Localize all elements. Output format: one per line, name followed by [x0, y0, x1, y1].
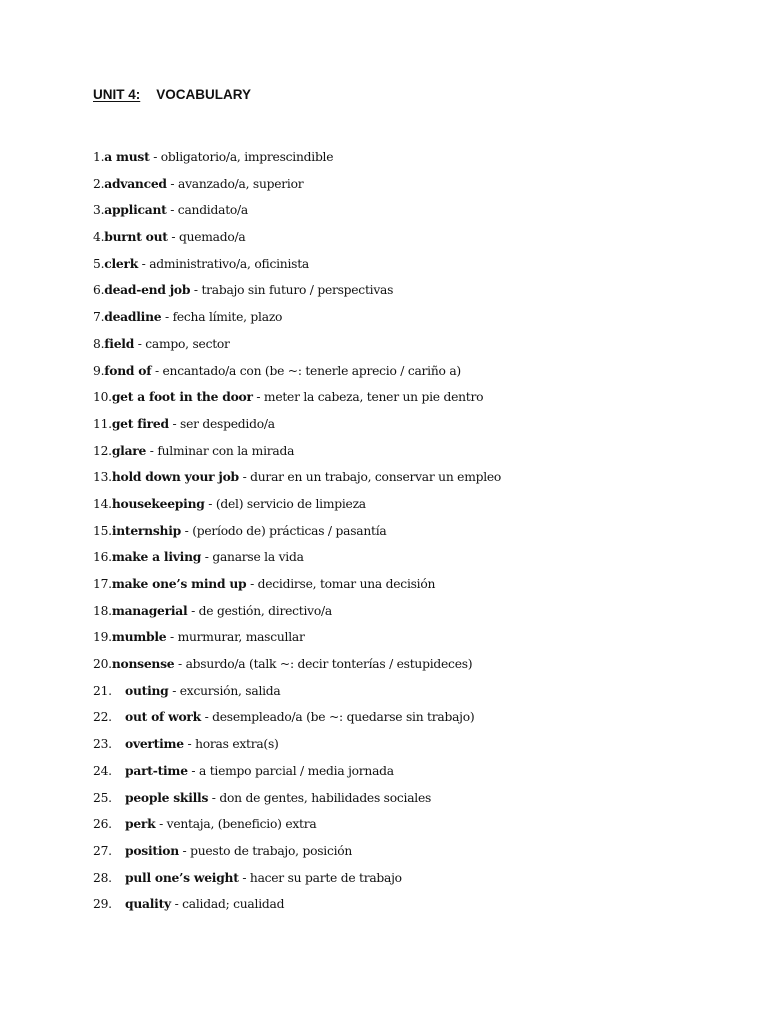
item-number: 21. [93, 683, 112, 698]
item-number: 29. [93, 897, 112, 912]
vocab-definition: - encantado/a con (be ~: tenerle aprecio / cariño a) [151, 363, 461, 378]
vocab-term: outing [125, 682, 169, 698]
item-number: 23. [93, 737, 112, 752]
vocab-term: make a living [111, 549, 202, 565]
vocab-item [93, 841, 733, 868]
vocab-item [93, 521, 733, 548]
vocab-definition: - desempleado/a (be ~: quedarse sin trabajo) [200, 710, 475, 725]
item-number: 18. [93, 603, 112, 618]
vocab-term: quality [125, 896, 171, 912]
vocab-definition: - campo, sector [134, 336, 230, 351]
vocab-definition: - trabajo sin futuro / perspectivas [190, 283, 394, 298]
vocab-definition: - meter la cabeza, tener un pie dentro [252, 390, 484, 405]
item-number: 28. [93, 870, 112, 885]
vocab-term: internship [111, 522, 181, 538]
vocab-term: field [104, 335, 135, 351]
vocab-definition: - horas extra(s) [183, 737, 279, 752]
vocab-term: out of work [125, 709, 201, 725]
vocab-definition: - ser despedido/a [168, 416, 275, 431]
vocab-definition: - don de gentes, habilidades sociales [208, 790, 432, 805]
vocab-definition: - murmurar, mascullar [166, 630, 305, 645]
vocab-item [93, 200, 733, 227]
vocab-definition: - calidad; cualidad [170, 897, 285, 912]
item-number: 24. [93, 763, 112, 778]
vocab-definition: - de gestión, directivo/a [187, 603, 332, 618]
vocab-item [93, 174, 733, 201]
vocab-definition: - quemado/a [167, 230, 246, 245]
vocab-item [93, 147, 733, 174]
vocab-definition: - a tiempo parcial / media jornada [187, 763, 394, 778]
vocab-definition: - hacer su parte de trabajo [238, 870, 402, 885]
vocab-term: deadline [104, 309, 162, 325]
item-number: 20. [93, 657, 112, 672]
vocab-item [93, 788, 733, 815]
vocab-item [93, 494, 733, 521]
vocab-definition: - fulminar con la mirada [146, 443, 295, 458]
vocab-definition: - administrativo/a, oficinista [137, 256, 309, 271]
vocab-item [93, 868, 733, 895]
vocab-item [93, 307, 733, 334]
item-number: 27. [93, 843, 112, 858]
vocab-definition: - decidirse, tomar una decisión [246, 577, 436, 591]
vocab-definition: - absurdo/a (talk ~: decir tonterías / estupideces) [174, 657, 473, 672]
vocab-term: make one’s mind up [111, 576, 247, 591]
item-number: 25. [93, 790, 112, 805]
vocab-term: mumble [111, 629, 167, 645]
vocab-definition: - (del) servicio de limpieza [204, 496, 366, 511]
vocab-definition: - avanzado/a, superior [166, 176, 304, 191]
item-number: 2. [93, 176, 105, 191]
vocab-term: managerial [111, 602, 188, 618]
vocab-item [93, 227, 733, 254]
item-number: 26. [93, 817, 112, 832]
vocab-item [93, 654, 733, 681]
vocab-term: housekeeping [111, 495, 205, 511]
vocab-item [93, 387, 733, 414]
vocab-term: get fired [111, 415, 169, 431]
vocab-item [93, 734, 733, 761]
item-number: 1. [93, 150, 105, 164]
vocab-item [93, 894, 733, 921]
vocab-item [93, 254, 733, 281]
vocab-item [93, 814, 733, 841]
page-title: VOCABULARY [156, 87, 252, 102]
vocabulary-list [93, 147, 733, 921]
vocab-definition: - durar en un trabajo, conservar un empleo [238, 470, 502, 485]
vocab-item [93, 574, 733, 601]
item-number: 5. [93, 256, 105, 271]
vocab-item [93, 467, 733, 494]
vocab-definition: - obligatorio/a, imprescindible [149, 150, 334, 164]
item-number: 10. [93, 390, 112, 405]
item-number: 16. [93, 550, 112, 565]
vocab-term: people skills [125, 789, 209, 805]
vocab-item [93, 601, 733, 628]
item-number: 19. [93, 630, 112, 645]
vocab-item [93, 414, 733, 441]
vocab-term: advanced [104, 175, 167, 191]
vocab-item [93, 441, 733, 468]
vocab-item [93, 707, 733, 734]
vocab-definition: - fecha límite, plazo [161, 310, 283, 325]
vocab-term: nonsense [111, 656, 175, 672]
vocab-item [93, 627, 733, 654]
vocab-item [93, 761, 733, 788]
vocab-term: perk [125, 816, 156, 832]
vocab-term: dead-end job [104, 282, 191, 298]
vocab-item [93, 547, 733, 574]
item-number: 13. [93, 470, 112, 485]
item-number: 15. [93, 523, 112, 538]
vocab-definition: - puesto de trabajo, posición [178, 843, 353, 858]
page-heading [93, 87, 251, 102]
vocab-item [93, 361, 733, 388]
vocab-term: pull one’s weight [125, 869, 239, 885]
vocab-term: overtime [125, 736, 184, 752]
vocab-definition: - candidato/a [166, 203, 249, 218]
vocab-definition: - ventaja, (beneficio) extra [155, 817, 317, 832]
vocab-term: burnt out [104, 229, 168, 245]
vocab-definition: - excursión, salida [168, 683, 281, 698]
vocab-item [93, 280, 733, 307]
item-number: 3. [93, 203, 105, 218]
item-number: 11. [93, 416, 112, 431]
item-number: 14. [93, 496, 112, 511]
vocab-item [93, 681, 733, 708]
vocab-term: hold down your job [111, 469, 239, 485]
item-number: 8. [93, 336, 105, 351]
item-number: 9. [93, 363, 105, 378]
item-number: 4. [93, 230, 105, 245]
vocab-term: position [125, 842, 179, 858]
vocab-definition: - (período de) prácticas / pasantía [180, 523, 387, 538]
vocab-term: a must [104, 149, 150, 164]
vocab-term: fond of [104, 362, 152, 378]
item-number: 12. [93, 443, 112, 458]
item-number: 6. [93, 283, 105, 298]
vocab-term: get a foot in the door [111, 389, 253, 405]
unit-label: UNIT 4: [93, 87, 141, 102]
item-number: 7. [93, 310, 105, 325]
item-number: 22. [93, 710, 112, 725]
vocab-item [93, 334, 733, 361]
vocab-definition: - ganarse la vida [201, 550, 304, 565]
vocab-term: glare [111, 442, 147, 458]
vocab-term: clerk [104, 255, 138, 271]
item-number: 17. [93, 577, 112, 591]
vocab-term: part-time [125, 762, 188, 778]
vocab-term: applicant [104, 202, 167, 218]
